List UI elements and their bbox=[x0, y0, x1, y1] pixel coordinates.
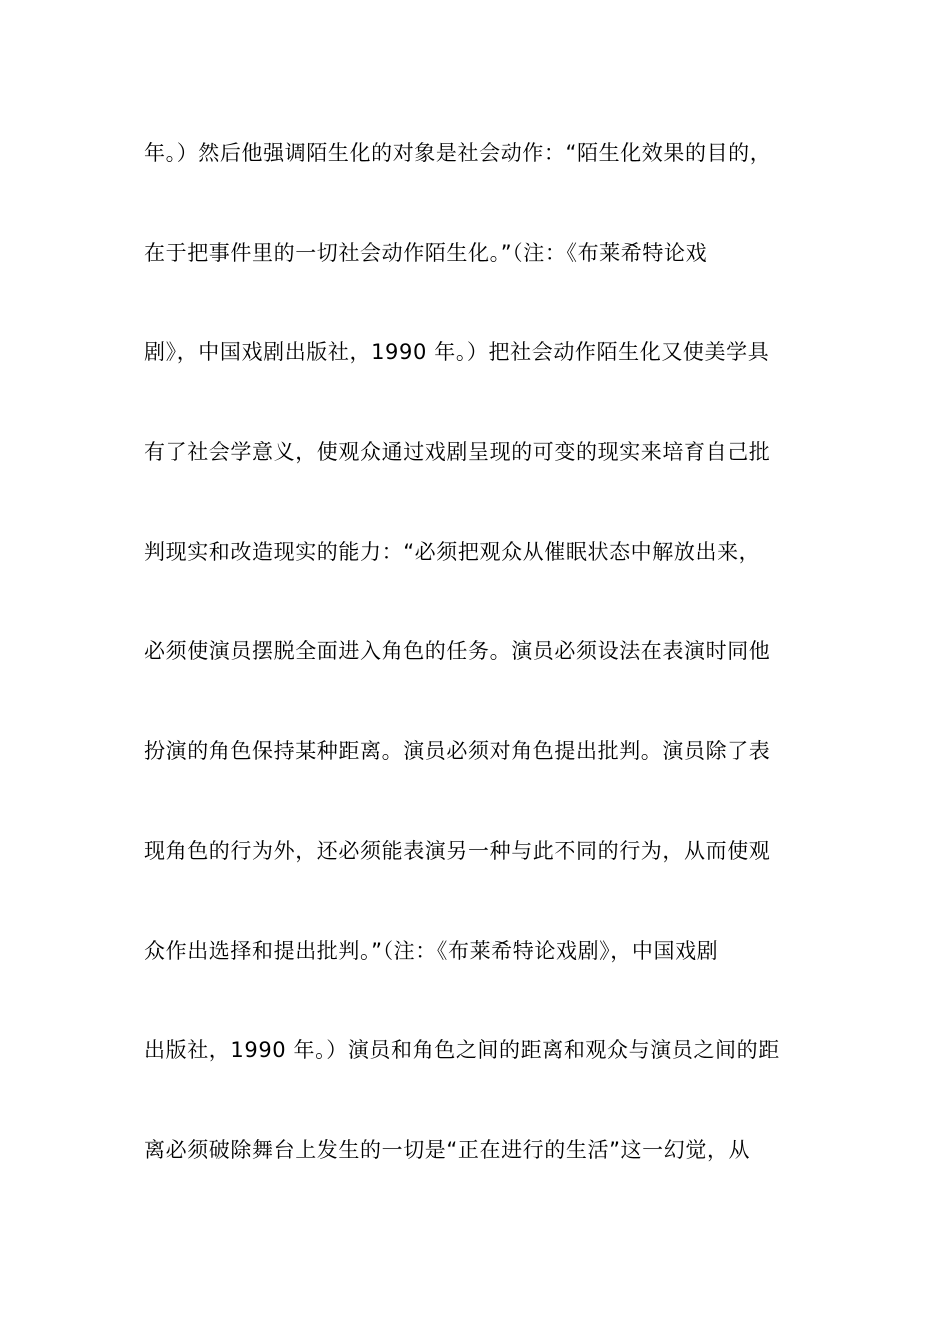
text-line: 剧》，中国戏剧出版社，1990 年。）把社会动作陌生化又使美学具 bbox=[144, 340, 770, 365]
text-line: 扮演的角色保持某种距离。演员必须对角色提出批判。演员除了表 bbox=[144, 739, 771, 764]
text-line: 判现实和改造现实的能力：“必须把观众从催眠状态中解放出来， bbox=[144, 539, 761, 564]
text-line: 现角色的行为外，还必须能表演另一种与此不同的行为，从而使观 bbox=[144, 838, 771, 863]
body-text bbox=[144, 131, 824, 1228]
text-line: 离必须破除舞台上发生的一切是“正在进行的生活”这一幻觉，从 bbox=[144, 1137, 751, 1162]
text-line: 众作出选择和提出批判。”（注：《布莱希特论戏剧》，中国戏剧 bbox=[144, 938, 719, 963]
text-line: 必须使演员摆脱全面进入角色的任务。演员必须设法在表演时同他 bbox=[144, 639, 771, 664]
text-line: 年。）然后他强调陌生化的对象是社会动作：“陌生化效果的目的， bbox=[144, 141, 772, 165]
text-line: 出版社，1990 年。）演员和角色之间的距离和观众与演员之间的距 bbox=[144, 1038, 780, 1063]
text-line: 在于把事件里的一切社会动作陌生化。”（注：《布莱希特论戏 bbox=[144, 240, 708, 265]
text-line: 有了社会学意义，使观众通过戏剧呈现的可变的现实来培育自己批 bbox=[144, 440, 771, 465]
